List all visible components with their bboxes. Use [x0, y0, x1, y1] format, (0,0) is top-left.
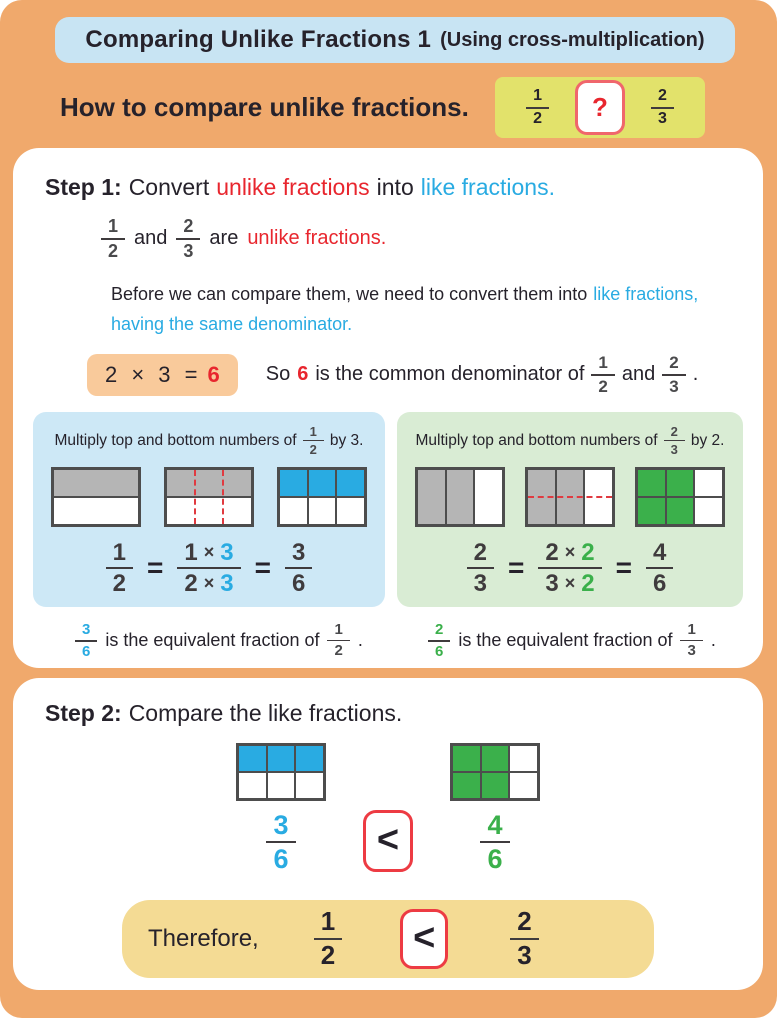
equals-sign: =	[615, 552, 632, 584]
six-red: 6	[297, 363, 309, 386]
step2-label: Step 2:	[45, 700, 122, 726]
diagram-cell-white	[694, 469, 723, 497]
so-sentence-rest: is the common denominator of	[315, 363, 585, 386]
step1-heading	[45, 174, 743, 201]
so-sentence	[266, 354, 699, 396]
period: .	[710, 630, 716, 651]
page-title: Comparing Unlike Fractions 1	[85, 26, 432, 53]
blue-panel-caption: Multiply top and bottom numbers of $\frac{1}{2}$ by 3.	[54, 423, 364, 458]
diagram-cell-white	[238, 772, 267, 799]
four-sixths-column	[450, 743, 540, 874]
diagram-cell-gray	[446, 469, 475, 525]
unlike-fractions-sentence	[101, 217, 743, 261]
step2-heading-rest: Compare the like fractions.	[128, 700, 403, 726]
diagram-cell-cyan	[279, 469, 308, 497]
diagram-cell-white	[267, 772, 296, 799]
paragraph-cyan-text-1: like fractions,	[593, 283, 699, 304]
fraction-two-thirds: $\frac{2}{3}$	[510, 908, 538, 969]
fraction-four-sixths: $\frac{4}{6}$	[480, 811, 509, 874]
times-sign: ×	[203, 542, 215, 563]
paragraph-black-text: Before we can compare them, we need to convert them into	[111, 283, 588, 304]
diagram-cell-green	[452, 745, 481, 772]
step2-panel	[13, 678, 763, 990]
fraction-multiplied: 1 × 3 2 × 3	[177, 540, 240, 596]
diagram-cell-white	[509, 745, 538, 772]
conclusion-box	[122, 900, 654, 978]
period: .	[692, 363, 699, 386]
title-bar	[55, 17, 735, 63]
diagram-cell-white	[694, 497, 723, 525]
fraction-three-sixths: $\frac{3}{6}$	[266, 811, 295, 874]
diagram-cell-green	[452, 772, 481, 799]
diagram-cell-cyan	[336, 469, 365, 497]
diagram-two-thirds-dashed	[525, 467, 615, 527]
diagram-cell-green	[481, 772, 510, 799]
diagram-cell-green	[666, 469, 695, 497]
blue-diagram-row	[43, 467, 375, 527]
equals-sign: =	[508, 552, 525, 584]
diagram-cell-cyan	[267, 745, 296, 772]
word-are: are	[209, 227, 239, 250]
unlike-fractions-red: unlike fractions.	[247, 227, 387, 250]
multiplication-pill	[87, 354, 238, 396]
diagram-cell-green	[637, 497, 666, 525]
pill-result: 6	[207, 361, 220, 387]
fraction-two-thirds: $\frac{2}{3}$	[176, 217, 200, 261]
diagram-cell-gray	[527, 469, 556, 525]
times-sign: ×	[564, 573, 576, 594]
diagram-cell-green	[481, 745, 510, 772]
diagram-cell-white	[509, 772, 538, 799]
diagram-one-half-dashed	[164, 467, 254, 527]
step1-heading-like: like fractions.	[420, 174, 555, 200]
diagram-cell-white	[166, 497, 252, 525]
question-mark: ?	[592, 92, 608, 122]
green-panel-caption: Multiply top and bottom numbers of $\frac{2}{3}$ by 2.	[415, 423, 725, 458]
diagram-cell-white	[279, 497, 308, 525]
diagram-cell-white	[308, 497, 337, 525]
step2-heading	[45, 700, 743, 727]
period: .	[357, 630, 363, 651]
page-subtitle: (Using cross-multiplication)	[440, 28, 705, 51]
fraction-four-sixths: $\frac{4}{6}$	[646, 540, 673, 596]
diagram-cell-cyan	[295, 745, 324, 772]
equivalent-sentence-right: $\frac{2}{6}$ is the equivalent fraction of $\frac{1}{3}$ .	[388, 622, 743, 660]
diagram-four-sixths-green	[635, 467, 725, 527]
green-equation	[407, 540, 733, 596]
green-diagram-row	[407, 467, 733, 527]
compare-question-box	[495, 77, 705, 138]
step1-panel	[13, 148, 763, 668]
diagram-four-sixths-green	[450, 743, 540, 801]
word-and: and	[134, 227, 168, 250]
less-than-box	[400, 909, 448, 969]
equals-sign: =	[254, 552, 271, 584]
pill-expression: 2 × 3 =	[105, 361, 198, 387]
diagram-cell-white	[53, 497, 139, 525]
diagram-cell-white	[336, 497, 365, 525]
diagram-cell-gray	[417, 469, 446, 525]
fraction-three-sixths: $\frac{3}{6}$	[285, 540, 312, 596]
word-and: and	[621, 363, 656, 386]
paragraph-cyan-text-2: having the same denominator.	[111, 313, 353, 334]
fraction-two-thirds: $\frac{2}{3}$	[662, 354, 685, 396]
diagram-cell-gray	[556, 469, 585, 525]
question-mark-box	[575, 80, 625, 135]
times-sign: ×	[203, 573, 215, 594]
less-than-sign: <	[376, 819, 400, 862]
blue-equation	[43, 540, 375, 596]
fraction-one-half: $\frac{1}{2}$	[526, 88, 549, 128]
therefore-label: Therefore,	[148, 924, 259, 952]
step1-heading-unlike: unlike fractions	[216, 174, 370, 200]
fraction-three-sixths: $\frac{3}{6}$	[75, 622, 97, 660]
fraction-one-half: $\frac{1}{2}$	[327, 622, 349, 659]
fraction-one-third: $\frac{1}{3}$	[680, 622, 702, 659]
half-conversion-panel	[33, 412, 385, 607]
diagram-cell-green	[666, 497, 695, 525]
diagram-cell-cyan	[238, 745, 267, 772]
less-than-box	[363, 810, 413, 872]
diagram-cell-white	[295, 772, 324, 799]
step1-label: Step 1:	[45, 174, 122, 200]
fraction-two-sixths: $\frac{2}{6}$	[428, 622, 450, 660]
word-so: So	[265, 363, 291, 386]
diagram-cell-gray	[53, 469, 139, 497]
less-than-sign: <	[413, 917, 436, 960]
conversion-panels	[33, 412, 743, 607]
three-sixths-column	[236, 743, 326, 874]
diagram-cell-white	[584, 469, 613, 525]
diagram-cell-green	[637, 469, 666, 497]
equivalent-sentence-left: $\frac{3}{6}$ is the equivalent fraction of $\frac{1}{2}$ .	[33, 622, 388, 660]
fraction-one-half: $\frac{1}{2}$	[591, 354, 614, 396]
diagram-cell-cyan	[308, 469, 337, 497]
like-fraction-comparison	[33, 743, 743, 874]
thirds-conversion-panel	[397, 412, 743, 607]
fraction-one-half: $\frac{1}{2}$	[106, 540, 133, 596]
common-denominator-row	[33, 354, 743, 396]
fraction-two-thirds: $\frac{2}{3}$	[467, 540, 494, 596]
fraction-two-thirds: $\frac{2}{3}$	[664, 425, 685, 457]
fraction-multiplied: 2 × 2 3 × 2	[538, 540, 601, 596]
fraction-one-half: $\frac{1}{2}$	[101, 217, 125, 261]
diagram-one-half-shaded	[51, 467, 141, 527]
diagram-cell-white	[474, 469, 503, 525]
fraction-two-thirds: $\frac{2}{3}$	[651, 88, 674, 128]
fraction-one-half: $\frac{1}{2}$	[314, 908, 342, 969]
fraction-one-half: $\frac{1}{2}$	[303, 425, 324, 457]
step1-heading-convert: Convert	[128, 174, 210, 200]
equivalent-fraction-row	[33, 622, 743, 660]
diagram-three-sixths-cyan	[277, 467, 367, 527]
howto-heading: How to compare unlike fractions.	[60, 92, 469, 122]
diagram-two-thirds-shaded	[415, 467, 505, 527]
diagram-three-sixths-cyan	[236, 743, 326, 801]
step1-heading-into: into	[376, 174, 414, 200]
diagram-cell-gray	[166, 469, 252, 497]
explanation-paragraph	[111, 279, 743, 339]
equals-sign: =	[147, 552, 164, 584]
times-sign: ×	[564, 542, 576, 563]
